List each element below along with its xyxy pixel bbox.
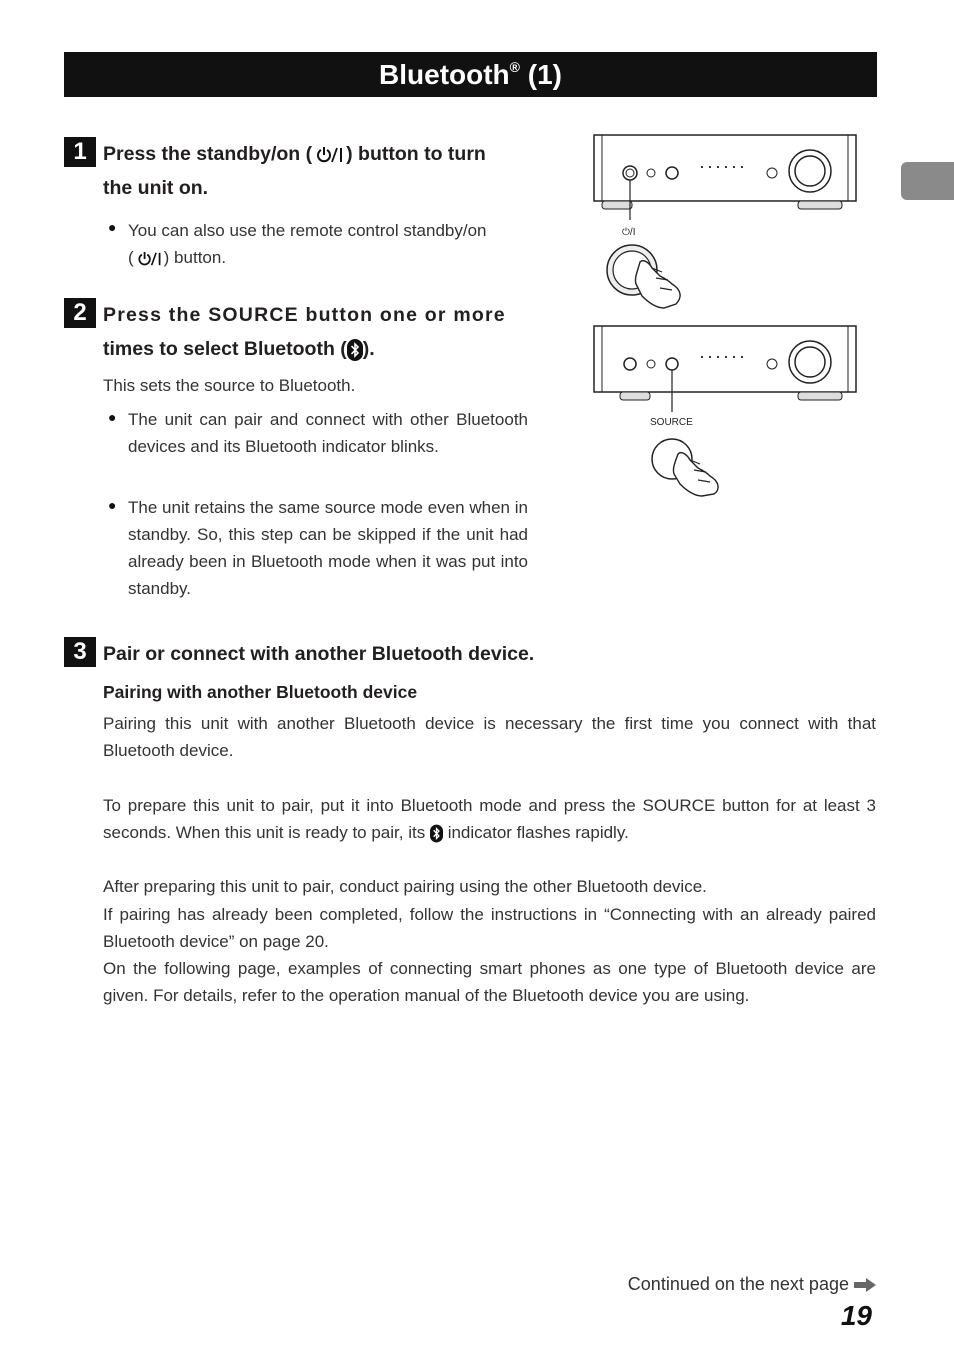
step-2-heading: Press the SOURCE button one or more times to select Bluetooth ( ). (103, 304, 506, 360)
title-bar (64, 52, 877, 97)
step-2-bullet-2: The unit retains the same source mode even when in standby. So, this step can be skipped if the unit had already been in Bluetooth mode when it was put into standby. (128, 498, 528, 598)
arrow-right-icon (854, 1278, 876, 1292)
step-1-bullet: You can also use the remote control standby/on ( ) button. (128, 221, 487, 267)
step-2-number: 2 (64, 298, 96, 328)
pairing-subheading: Pairing with another Bluetooth device (103, 682, 418, 702)
step-2-bullet-1: The unit can pair and connect with other Bluetooth devices and its Bluetooth indicator blinks. (128, 410, 528, 456)
bullet-dot: ● (108, 409, 117, 425)
standby-power-icon (312, 145, 346, 165)
bluetooth-icon (430, 824, 443, 843)
page-title: Bluetooth® (1) (379, 59, 562, 90)
press-source-hand (652, 439, 718, 496)
bluetooth-icon (347, 339, 363, 361)
step-1-number: 1 (64, 137, 96, 167)
pairing-para-5: On the following page, examples of connecting smart phones as one type of Bluetooth device are given. For details, refer to the operation manual of the Bluetooth device you are using. (103, 959, 876, 1005)
press-power-hand (607, 245, 680, 308)
amplifier-unit-bottom (594, 326, 856, 412)
pairing-para-4: If pairing has already been completed, follow the instructions in “Connecting with an already paired Bluetooth device” on page 20. (103, 905, 876, 951)
page-number: 19 (840, 1300, 872, 1331)
step-3-heading: Pair or connect with another Bluetooth device. (103, 643, 535, 665)
device-illustration (590, 130, 870, 500)
power-button-label: ⏻/I (622, 227, 636, 238)
continued-note: Continued on the next page (628, 1274, 876, 1295)
pairing-para-3: After preparing this unit to pair, conduct pairing using the other Bluetooth device. (103, 877, 707, 896)
amplifier-unit-top (594, 135, 856, 220)
pairing-para-2: To prepare this unit to pair, put it into Bluetooth mode and press the SOURCE button for at least 3 seconds. When this unit is ready to pair, its indicator flashes rapidly. (103, 796, 876, 842)
pairing-para-1: Pairing this unit with another Bluetooth device is necessary the first time you connect with that Bluetooth device. (103, 714, 876, 760)
step-1-heading: Press the standby/on ( ) button to turn the unit on. (103, 143, 486, 199)
standby-power-icon (134, 250, 164, 268)
bullet-dot: ● (108, 219, 117, 235)
step-3-number: 3 (64, 637, 96, 667)
source-button-label: SOURCE (650, 417, 693, 428)
section-tab (901, 162, 954, 200)
step-2-intro: This sets the source to Bluetooth. (103, 376, 356, 395)
bullet-dot: ● (108, 497, 117, 513)
